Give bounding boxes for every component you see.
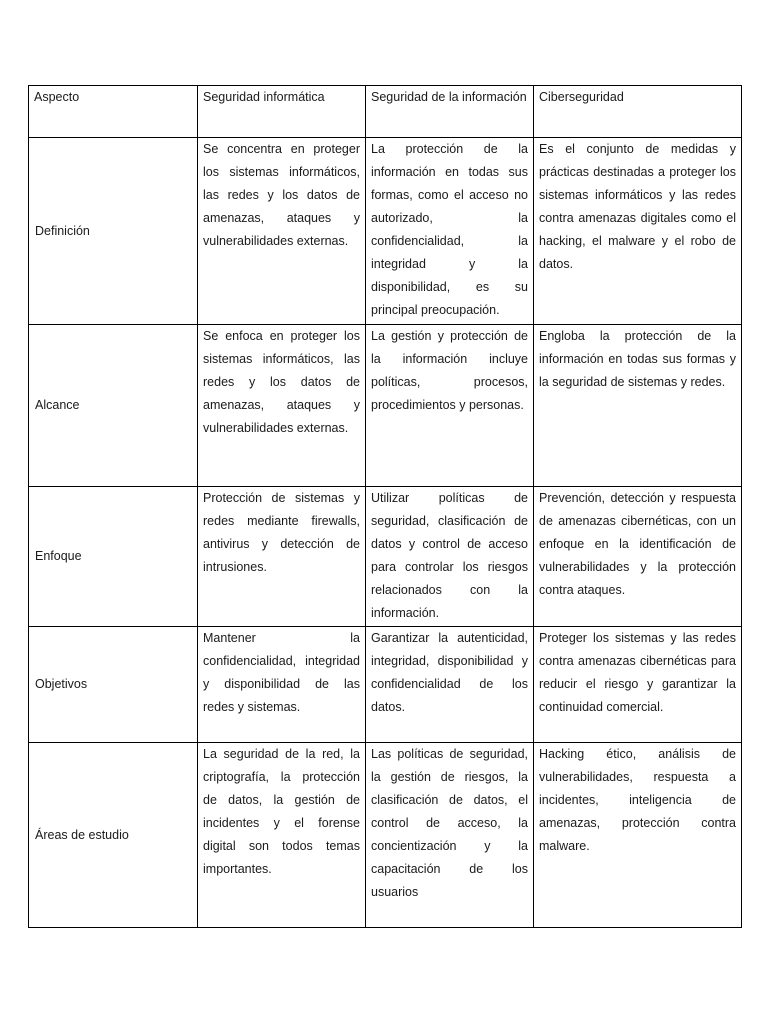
table-cell: Las políticas de seguridad, la gestión de riesgos, la clasificación de datos, el control de acceso, la concientización y la capacitación de los usuarios xyxy=(366,743,534,928)
table-cell: La gestión y protección de la información incluye políticas, procesos, procedimientos y personas. xyxy=(366,325,534,487)
table-cell: Prevención, detección y respuesta de amenazas cibernéticas, con un enfoque en la identificación de vulnerabilidades y la protección contra ataques. xyxy=(534,487,742,627)
table-cell: Se enfoca en proteger los sistemas informáticos, las redes y los datos de amenazas, ataques y vulnerabilidades externas. xyxy=(198,325,366,487)
table-row-areas-de-estudio xyxy=(29,743,742,928)
table-row-definicion xyxy=(29,138,742,325)
table-cell: Hacking ético, análisis de vulnerabilidades, respuesta a incidentes, inteligencia de amenazas, protección contra malware. xyxy=(534,743,742,928)
header-cell-aspecto: Aspecto xyxy=(29,86,198,138)
row-label-definicion: Definición xyxy=(29,138,198,325)
comparison-table xyxy=(28,85,742,928)
table-cell: Es el conjunto de medidas y prácticas destinadas a proteger los sistemas informáticos y las redes contra amenazas digitales como el hacking, el malware y el robo de datos. xyxy=(534,138,742,325)
table-cell: Se concentra en proteger los sistemas informáticos, las redes y los datos de amenazas, ataques y vulnerabilidades externas. xyxy=(198,138,366,325)
header-cell-ciberseguridad: Ciberseguridad xyxy=(534,86,742,138)
table-row-enfoque xyxy=(29,487,742,627)
table-cell: La seguridad de la red, la criptografía, la protección de datos, la gestión de incidentes y el forense digital son todos temas importantes. xyxy=(198,743,366,928)
table-cell: La protección de la información en todas sus formas, como el acceso no autorizado, la confidencialidad, la integridad y la disponibilidad, es su principal preocupación. xyxy=(366,138,534,325)
table-cell: Protección de sistemas y redes mediante firewalls, antivirus y detección de intrusiones. xyxy=(198,487,366,627)
table-row-alcance xyxy=(29,325,742,487)
row-label-objetivos: Objetivos xyxy=(29,627,198,743)
table-cell: Garantizar la autenticidad, integridad, disponibilidad y confidencialidad de los datos. xyxy=(366,627,534,743)
row-label-alcance: Alcance xyxy=(29,325,198,487)
header-cell-seguridad-informacion: Seguridad de la información xyxy=(366,86,534,138)
table-cell: Utilizar políticas de seguridad, clasificación de datos y control de acceso para controlar los riesgos relacionados con la información. xyxy=(366,487,534,627)
table-row-objetivos xyxy=(29,627,742,743)
row-label-enfoque: Enfoque xyxy=(29,487,198,627)
table-cell: Proteger los sistemas y las redes contra amenazas cibernéticas para reducir el riesgo y garantizar la continuidad comercial. xyxy=(534,627,742,743)
row-label-areas-de-estudio: Áreas de estudio xyxy=(29,743,198,928)
header-cell-seguridad-informatica: Seguridad informática xyxy=(198,86,366,138)
table-cell: Engloba la protección de la información en todas sus formas y la seguridad de sistemas y redes. xyxy=(534,325,742,487)
header-row xyxy=(29,86,742,138)
table-cell: Mantener la confidencialidad, integridad y disponibilidad de las redes y sistemas. xyxy=(198,627,366,743)
